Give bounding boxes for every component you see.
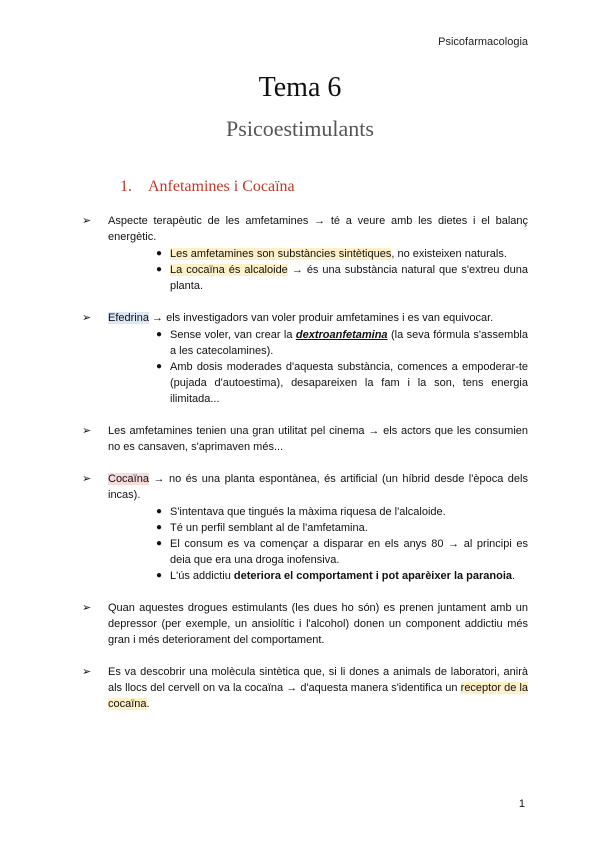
arrow-bullet-icon: ➢ (82, 312, 92, 324)
document-title: Tema 6 (258, 72, 342, 103)
arrow-bullet-icon: ➢ (82, 666, 92, 678)
bullet-icon: ● (156, 329, 163, 340)
paragraph-therapeutic (82, 213, 528, 294)
list-item (108, 246, 528, 262)
paragraph-cocaina (82, 471, 528, 584)
arrow-bullet-icon: ➢ (82, 425, 92, 437)
highlighted-text: La cocaïna és alcaloide (170, 264, 288, 276)
list-item (108, 536, 528, 568)
paragraph-efedrina (82, 310, 528, 407)
paragraph-cinema (82, 423, 528, 455)
header-subject: Psicofarmacologia (438, 36, 528, 48)
paragraph-depressor (82, 600, 528, 648)
list-item-text: Amb dosis moderades d'aquesta substància, comences a empoderar-te (pujada d'autoestima), desapareixen la fam i la son, tens energia ilimitada... (170, 361, 528, 405)
bullet-icon: ● (156, 248, 163, 259)
highlighted-text: Les amfetamines son substàncies sintètiques (170, 248, 392, 260)
list-item (108, 568, 528, 584)
list-item-text: L'ús addictiu (170, 570, 234, 582)
paragraph-text: → els investigadors van voler produir amfetamines i es van equivocar. (148, 312, 494, 324)
section-title: Anfetamines i Cocaïna (148, 178, 295, 195)
bullet-icon: ● (156, 522, 163, 533)
arrow-bullet-icon: ➢ (82, 473, 92, 485)
highlighted-text: receptor de la cocaïna (108, 682, 528, 710)
emphasized-term: dextroanfetamina (295, 329, 388, 341)
arrow-bullet-icon: ➢ (82, 215, 92, 227)
list-item-text: . (512, 570, 516, 582)
bold-text: deteriora el comportament i pot aparèixer la paranoia (233, 570, 513, 582)
paragraph-text: Les amfetamines tenien una gran utilitat pel cinema → els actors que les consumien no es cansaven, s'aprimaven més... (108, 425, 528, 453)
paragraph-receptor (82, 664, 528, 712)
list-item-text: Té un perfil semblant al de l'amfetamina. (170, 522, 368, 534)
list-item (108, 327, 528, 359)
bullet-icon: ● (156, 361, 163, 372)
list-item (108, 504, 528, 520)
list-item (108, 520, 528, 536)
document-subtitle: Psicoestimulants (226, 116, 374, 141)
highlighted-text: Cocaïna (108, 473, 149, 485)
paragraph-text: Aspecte terapèutic de les amfetamines → té a veure amb les dietes i el balanç energètic. (108, 215, 528, 243)
highlighted-text: Efedrina (108, 312, 149, 324)
list-item-text: (la seva fórmula s'assembla a les catecolamines). (170, 329, 528, 357)
page-number: 1 (518, 798, 525, 810)
bullet-icon: ● (156, 506, 163, 517)
list-item-text: → és una substància natural que s'extreu duna planta. (170, 264, 529, 292)
arrow-bullet-icon: ➢ (82, 602, 92, 614)
list-item (108, 262, 528, 294)
bullet-icon: ● (156, 538, 163, 549)
list-item-text: S'intentava que tingués la màxima riquesa de l'alcaloide. (170, 506, 446, 518)
bullet-icon: ● (156, 570, 163, 581)
list-item-text: El consum es va començar a disparar en els anys 80 → al principi es deia que era una droga inofensiva. (170, 538, 528, 566)
paragraph-text: → no és una planta espontànea, és artificial (un híbrid desde l'època dels incas). (108, 473, 528, 501)
bullet-icon: ● (156, 264, 163, 275)
list-item-text: Sense voler, van crear la (170, 329, 296, 341)
document-body (82, 213, 528, 728)
section-heading (120, 178, 295, 196)
paragraph-text: . (146, 698, 150, 710)
section-number: 1. (120, 178, 132, 195)
list-item (108, 359, 528, 407)
list-item-text: , no existeixen naturals. (391, 248, 507, 260)
paragraph-text: Quan aquestes drogues estimulants (les dues ho són) es prenen juntament amb un depressor (per exemple, un ansiolític i l'alcohol) donen un component addictiu més gran i més deteriorament del comportament. (108, 602, 528, 646)
paragraph-text: Es va descobrir una molècula sintètica que, si li dones a animals de laboratori, anirà als llocs del cervell on va la cocaïna → d'aquesta manera s'identifica un (108, 666, 528, 694)
